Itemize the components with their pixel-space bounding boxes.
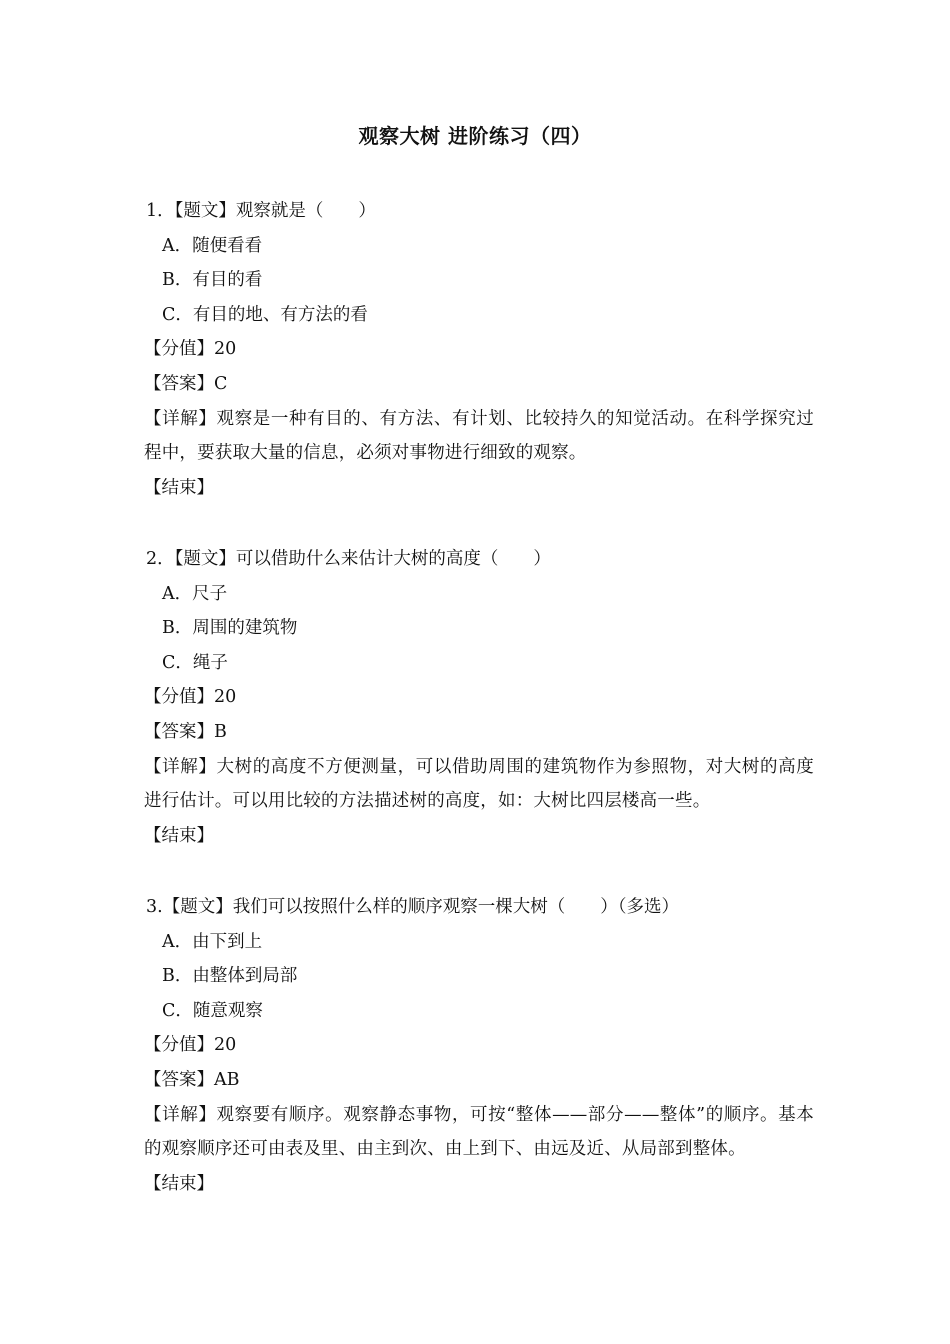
option-a: A．尺子 (162, 583, 228, 604)
option-c: C．绳子 (162, 652, 228, 673)
score-label: 【分值】20 (144, 339, 237, 360)
option-b: B．周围的建筑物 (162, 618, 298, 639)
end-marker: 【结束】 (144, 825, 214, 846)
question-3 (144, 890, 814, 1201)
option-c: C．有目的地、有方法的看 (162, 304, 368, 325)
option-a: A．由下到上 (162, 931, 263, 952)
option-c: C．随意观察 (162, 1000, 263, 1021)
page-title: 观察大树 进阶练习（四） (358, 124, 592, 148)
end-marker: 【结束】 (144, 1173, 214, 1194)
question-stem: 3.【题文】我们可以按照什么样的顺序观察一棵大树（ ）（多选） (146, 897, 679, 917)
option-b: B．由整体到局部 (162, 966, 298, 987)
option-a: A．随便看看 (162, 235, 263, 256)
answer-label: 【答案】C (144, 373, 228, 394)
option-b: B．有目的看 (162, 270, 263, 291)
question-2 (144, 542, 814, 853)
answer-label: 【答案】AB (144, 1069, 240, 1090)
score-label: 【分值】20 (144, 687, 237, 708)
explanation-text: 【详解】观察要有顺序。观察静态事物，可按“整体——部分——整体”的顺序。基本的观察顺序还可由表及里、由主到次、由上到下、由远及近、从局部到整体。 (144, 1104, 814, 1160)
explanation-text: 【详解】观察是一种有目的、有方法、有计划、比较持久的知觉活动。在科学探究过程中，要获取大量的信息，必须对事物进行细致的观察。 (144, 408, 814, 464)
explanation-text: 【详解】大树的高度不方便测量，可以借助周围的建筑物作为参照物，对大树的高度进行估计。可以用比较的方法描述树的高度，如：大树比四层楼高一些。 (144, 756, 814, 812)
answer-label: 【答案】B (144, 721, 227, 742)
question-stem: 2．【题文】可以借助什么来估计大树的高度（ ） (146, 549, 551, 569)
score-label: 【分值】20 (144, 1035, 237, 1056)
question-1 (144, 194, 814, 505)
question-stem: 1．【题文】观察就是（ ） (146, 201, 376, 221)
end-marker: 【结束】 (144, 477, 214, 498)
